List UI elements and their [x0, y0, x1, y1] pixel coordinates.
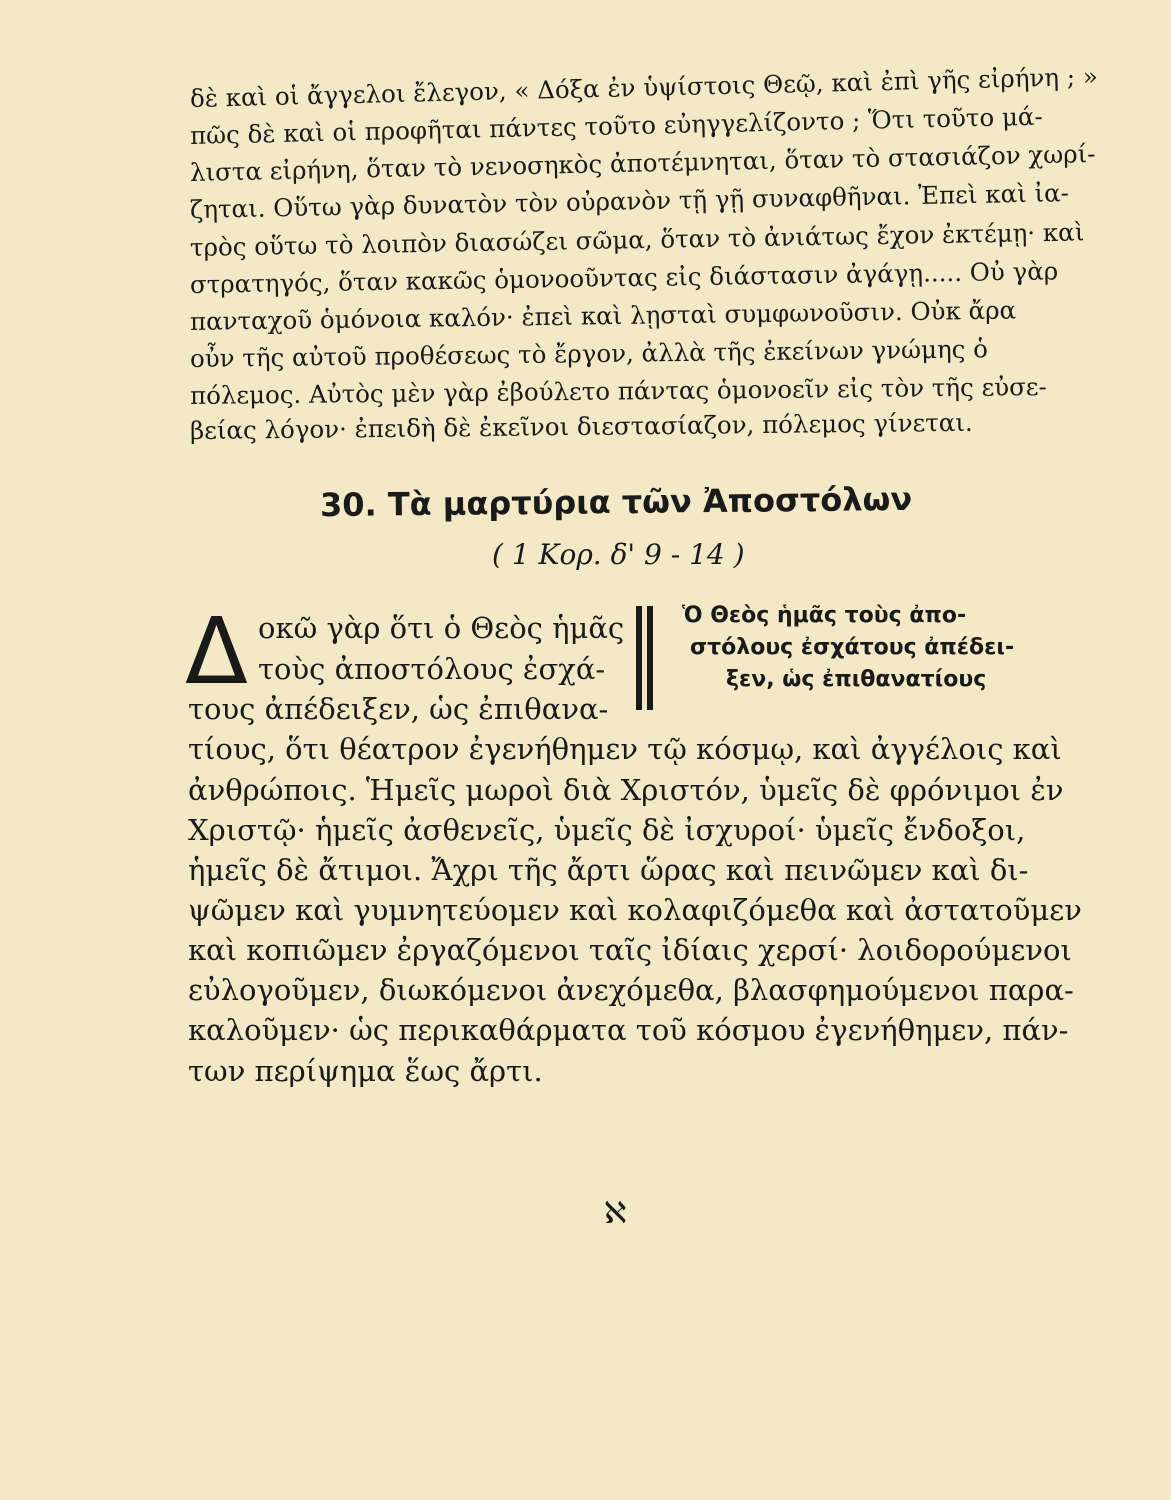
intro-line: τρὸς οὕτω τὸ λοιπὸν διασώζει σῶμα, ὅταν τὸ ἀνιάτως ἔχον ἐκτέμῃ· καὶ	[189, 217, 1085, 262]
margin-note-line: στόλους ἐσχάτους ἀπέδει-	[690, 635, 1015, 660]
body-line: των περίψημα ἕως ἄρτι.	[188, 1054, 543, 1088]
intro-line: δὲ καὶ οἱ ἄγγελοι ἔλεγον, « Δόξα ἐν ὑψίστοις Θεῷ, καὶ ἐπὶ γῆς εἰρήνη ; »	[189, 61, 1099, 113]
intro-line: ζηται. Οὕτω γὰρ δυνατὸν τὸν οὐρανὸν τῇ γῇ συναφθῆναι. Ἐπεὶ καὶ ἰα-	[189, 178, 1070, 224]
margin-rule-right	[647, 606, 653, 710]
body-line: εὐλογοῦμεν, διωκόμενοι ἀνεχόμεθα, βλασφημούμενοι παρα-	[188, 973, 1074, 1007]
scripture-reference: ( 1 Κορ. δ' 9 - 14 )	[492, 538, 745, 571]
drop-line: τους ἀπέδειξεν, ὡς ἐπιθανα-	[188, 692, 609, 726]
drop-line: τοὺς ἀποστόλους ἐσχά-	[258, 652, 606, 686]
intro-line: οὖν τῆς αὐτοῦ προθέσεως τὸ ἔργον, ἀλλὰ τῆς ἐκείνων γνώμης ὁ	[189, 334, 989, 373]
margin-note-line: Ὁ Θεὸς ἡμᾶς τοὺς ἀπο-	[682, 603, 967, 628]
body-line: καλοῦμεν· ὡς περικαθάρματα τοῦ κόσμου ἐγενήθημεν, πάν-	[188, 1013, 1069, 1047]
intro-line: στρατηγός, ὅταν κακῶς ὁμονοοῦντας εἰς διάστασιν ἀγάγῃ..... Οὐ γὰρ	[189, 256, 1059, 299]
intro-line: λιστα εἰρήνη, ὅταν τὸ νενοσηκὸς ἀποτέμνηται, ὅταν τὸ στασιάζον χωρί-	[189, 139, 1096, 187]
margin-rule-left	[636, 606, 642, 710]
body-line: ψῶμεν καὶ γυμνητεύομεν καὶ κολαφιζόμεθα καὶ ἀστατοῦμεν	[188, 893, 1082, 927]
drop-line: οκῶ γὰρ ὅτι ὁ Θεὸς ἡμᾶς	[258, 611, 625, 645]
intro-line: βείας λόγον· ἐπειδὴ δὲ ἐκεῖνοι διεστασίαζον, πόλεμος γίνεται.	[189, 407, 973, 445]
body-line: τίους, ὅτι θέατρον ἐγενήθημεν τῷ κόσμῳ, καὶ ἀγγέλοις καὶ	[188, 732, 1062, 766]
body-line: ἀνθρώποις. Ἡμεῖς μωροὶ διὰ Χριστόν, ὑμεῖς δὲ φρόνιμοι ἐν	[188, 773, 1064, 807]
fleuron-ornament: ℵ	[604, 1196, 627, 1231]
margin-note-line: ξεν, ὡς ἐπιθανατίους	[726, 667, 987, 692]
body-line: καὶ κοπιῶμεν ἐργαζόμενοι ταῖς ἰδίαις χερσί· λοιδορούμενοι	[188, 933, 1072, 967]
intro-line: πῶς δὲ καὶ οἱ προφῆται πάντες τοῦτο εὐηγγελίζοντο ; Ὅτι τοῦτο μά-	[189, 101, 1043, 150]
body-line: ἡμεῖς δὲ ἄτιμοι. Ἄχρι τῆς ἄρτι ὥρας καὶ πεινῶμεν καὶ δι-	[188, 853, 1029, 887]
body-line: Χριστῷ· ἡμεῖς ἀσθενεῖς, ὑμεῖς δὲ ἰσχυροί· ὑμεῖς ἔνδοξοι,	[188, 813, 1026, 847]
intro-line: πανταχοῦ ὁμόνοια καλόν· ἐπεὶ καὶ λῃσταὶ συμφωνοῦσιν. Οὐκ ἄρα	[189, 295, 1017, 336]
drop-cap: Δ	[185, 598, 248, 705]
section-heading: 30. Τὰ μαρτύρια τῶν Ἀποστόλων	[319, 479, 913, 525]
intro-line: πόλεμος. Αὐτὸς μὲν γὰρ ἐβούλετο πάντας ὁμονοεῖν εἰς τὸν τῆς εὐσε-	[189, 372, 1047, 410]
